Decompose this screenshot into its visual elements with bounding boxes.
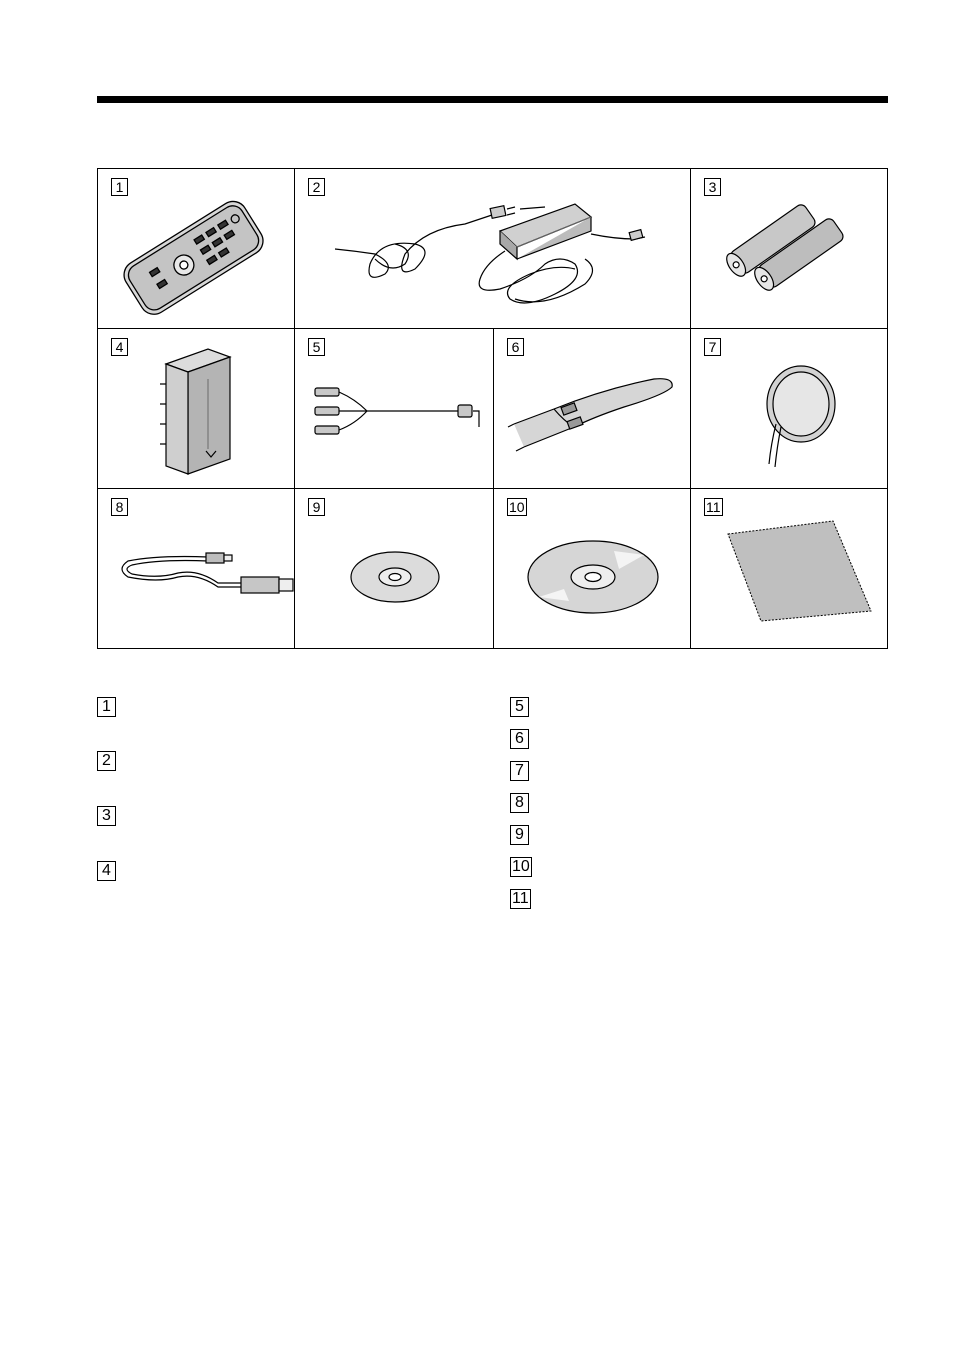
item-number: 7: [704, 338, 721, 356]
cell-lens-cap: [690, 328, 888, 489]
usb-cable-icon: [98, 489, 296, 650]
list-number: 11: [512, 890, 529, 907]
accessories-grid: [97, 168, 888, 649]
item-number: 2: [308, 178, 325, 196]
lens-cap-icon: [691, 329, 889, 490]
list-number: 5: [510, 697, 529, 717]
shoulder-strap-icon: [494, 329, 692, 490]
list-number: 3: [97, 806, 116, 826]
cell-cd-rom-large: [493, 488, 691, 649]
battery-pack-icon: [98, 329, 296, 490]
list-number: 2: [97, 751, 116, 771]
cell-battery-pack: [97, 328, 295, 489]
list-number: 10: [512, 858, 530, 875]
item-number: 11: [706, 499, 721, 515]
item-number: 1: [111, 178, 128, 196]
cell-cd-rom-small: [294, 488, 494, 649]
cleaning-cloth-icon: [691, 489, 889, 650]
cell-av-cable: [294, 328, 494, 489]
cell-ac-adaptor: [294, 168, 691, 329]
av-cable-icon: [295, 329, 495, 490]
cell-remote-commander: [97, 168, 295, 329]
cell-cleaning-cloth: [690, 488, 888, 649]
header-rule: [97, 96, 888, 103]
list-number: 9: [510, 825, 529, 845]
list-number: 4: [97, 861, 116, 881]
ac-adaptor-icon: [295, 169, 692, 330]
remote-commander-icon: [98, 169, 296, 330]
item-number: 6: [507, 338, 524, 356]
cell-batteries: [690, 168, 888, 329]
item-number: 8: [111, 498, 128, 516]
item-number: 9: [308, 498, 325, 516]
cell-shoulder-strap: [493, 328, 691, 489]
item-number: 10: [509, 499, 525, 515]
item-number: 3: [704, 178, 721, 196]
item-number: 4: [111, 338, 128, 356]
list-number: 1: [97, 697, 116, 717]
batteries-icon: [691, 169, 889, 330]
item-number: 5: [308, 338, 325, 356]
list-number: 8: [510, 793, 529, 813]
cd-rom-small-icon: [295, 489, 495, 650]
cd-rom-large-icon: [494, 489, 692, 650]
cell-usb-cable: [97, 488, 295, 649]
list-number: 7: [510, 761, 529, 781]
list-number: 6: [510, 729, 529, 749]
